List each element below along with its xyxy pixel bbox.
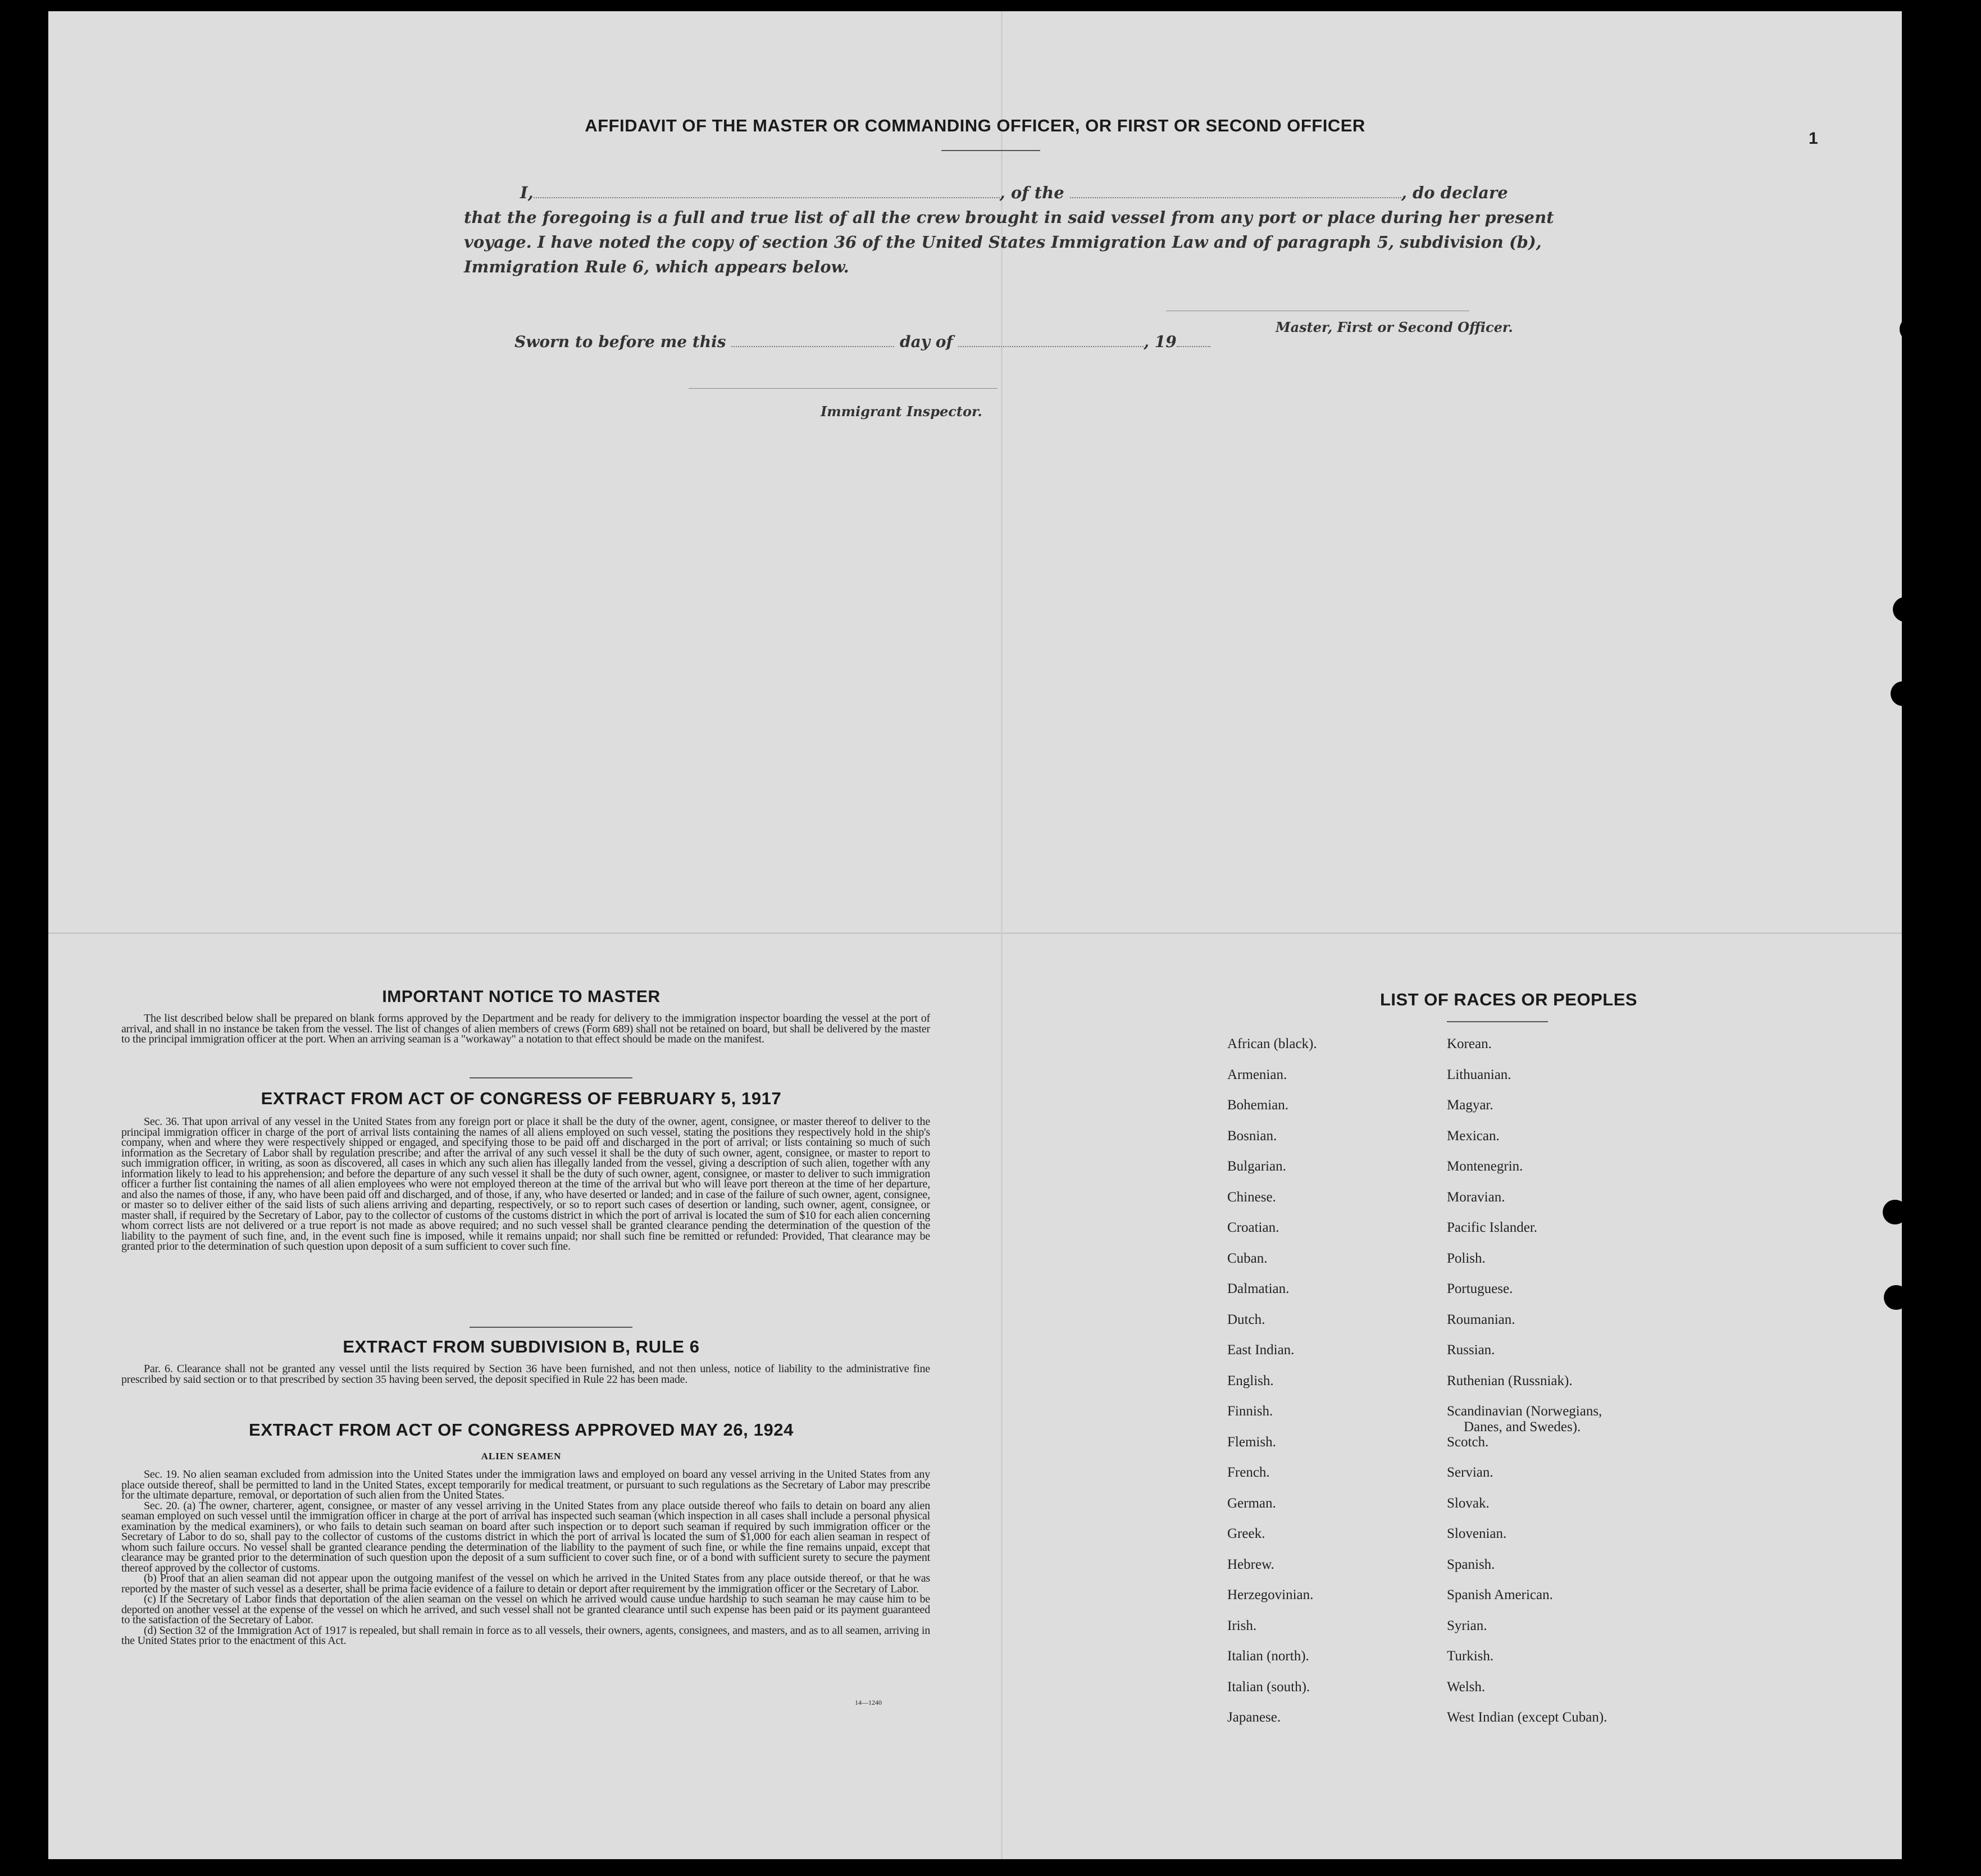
punch-hole [1884,1285,1909,1310]
par6-paragraph: Par. 6. Clearance shall not be granted any vessel until the lists required by Section 36 have been furnished, and not then unless, notice of liability to the administrative fine prescribed by said section or to that prescribed by section 35 having been served, the deposit specified in Rule 22 has been made. [121,1363,930,1386]
inspector-signature-line[interactable] [689,388,998,389]
punch-hole [1893,597,1918,622]
race-item: African (black). [1227,1036,1317,1051]
affidavit-line-2: that the foregoing is a full and true list of all the crew brought in said vessel from any port or place during her present [464,208,1554,227]
declare-label: , do declare [1401,183,1508,202]
race-item: Chinese. [1227,1189,1276,1205]
page-number: 1 [1809,129,1818,148]
race-item: Croatian. [1227,1220,1279,1235]
race-item: Korean. [1447,1036,1492,1051]
punch-hole [1953,1649,1978,1674]
extract-1924-text [121,1469,930,1646]
race-item: Dutch. [1227,1312,1265,1327]
race-item: Armenian. [1227,1067,1287,1082]
divider [470,1077,632,1078]
of-the-label: , of the [999,183,1064,202]
race-item: Ruthenian (Russniak). [1447,1373,1573,1388]
sec20c-paragraph: (c) If the Secretary of Labor finds that deportation of the alien seaman on the vessel on which he arrived would cause undue hardship to such seaman he may cause him to be deported on another vessel at the expense of the vessel on which he arrived, and such vessel shall not be granted clearance until such expense has been paid or its payment guaranteed to the satisfaction of the Secretary of Labor. [121,1593,930,1626]
sec19-paragraph: Sec. 19. No alien seaman excluded from admission into the United States under the immigration laws and employed on board any vessel arriving in the United States from any place outside thereof, shall be permitted to land in the United States, except temporarily for medical treatment, or pursuant to such regulations as the Secretary of Labor may prescribe for the ultimate departure, removal, or deportation of such alien from the United States. [121,1468,930,1501]
race-item: Irish. [1227,1618,1257,1633]
affidavit-line-1 [520,183,1508,202]
race-item: French. [1227,1465,1270,1480]
race-item: Scotch. [1447,1434,1489,1450]
races-underline [1447,1021,1548,1022]
race-item: Greek. [1227,1526,1265,1541]
divider [470,1327,632,1328]
punch-hole [1883,1200,1907,1224]
race-item: Magyar. [1447,1098,1493,1113]
race-item: Bohemian. [1227,1098,1289,1113]
vessel-field[interactable] [1070,185,1401,198]
race-item: Hebrew. [1227,1556,1274,1572]
affidavit-line-4: Immigration Rule 6, which appears below. [464,257,849,276]
notice-title: IMPORTANT NOTICE TO MASTER [382,987,661,1006]
race-item: Spanish American. [1447,1587,1553,1602]
day-of-label: day of [900,333,953,351]
form-number: 14—1240 [855,1699,882,1706]
affidavit-i-label: I, [520,183,534,202]
rule6-title: EXTRACT FROM SUBDIVISION B, RULE 6 [343,1337,700,1356]
inspector-caption: Immigrant Inspector. [821,403,982,420]
affidavit-title: AFFIDAVIT OF THE MASTER OR COMMANDING OFFICER, OR FIRST OR SECOND OFFICER [585,116,1365,135]
punch-hole [1900,317,1924,341]
punch-hole [1891,681,1915,706]
punch-hole [1956,1564,1980,1588]
race-item: Japanese. [1227,1710,1281,1725]
race-item: Bulgarian. [1227,1159,1286,1174]
race-item: Flemish. [1227,1434,1276,1450]
race-item: East Indian. [1227,1342,1295,1358]
race-item: Pacific Islander. [1447,1220,1538,1235]
rule6-text [121,1364,930,1385]
sworn-month-field[interactable] [958,334,1144,347]
sec36-paragraph: Sec. 36. That upon arrival of any vessel in the United States from any foreign port or place it shall be the duty of the owner, agent, consignee, or master thereof to deliver to the principal immigration officer in charge of the port of arrival lists containing the names of all aliens employed on such vessel, stating the positions they respectively hold in the ship's company, when and where they were respectively shipped or engaged, and specifying those to be paid off and discharged in the port of arrival; or lists containing so much of such information as the Secretary of Labor shall by regulation prescribe; and after the arrival of any such vessel it shall be the duty of such owner, agent, consignee, or master to report to such immigration officer, in writing, as soon as discovered, all cases in which any such alien has illegally landed from the vessel, giving a description of such alien, together with any information likely to lead to his apprehension; and before the departure of any such vessel it shall be the duty of such owner, agent, consignee, or master to deliver to such immigration officer a further list containing the names of all alien employees who were not employed thereon at the time of the arrival but who will leave port thereon at the time of her departure, and also the names of those, if any, who have been paid off and discharged, and of those, if any, who have deserted or landed; and in case of the failure of such owner, agent, consignee, or master so to deliver either of the said lists of such aliens arriving and departing, respectively, or so to report such cases of desertion or landing, such owner, agent, consignee, or master shall, if required by the Secretary of Labor, pay to the collector of customs of the customs district in which the port of arrival is located the sum of $10 for each alien concerning whom correct lists are not delivered or a true report is not made as above required; and no such vessel shall be granted clearance pending the determination of the question of the liability to the payment of such fine, and, in the event such fine is imposed, while it remains unpaid; nor shall such fine be remitted or refunded: Provided, That clearance may be granted prior to the determination of such question upon deposit of a sum sufficient to cover such fine. [121,1115,930,1253]
name-field[interactable] [534,185,1000,198]
sec20b-paragraph: (b) Proof that an alien seaman did not appear upon the outgoing manifest of the vessel on which he arrived in the United States from any place outside thereof, or that he was reported by the master of such vessel as a deserter, shall be prima facie evidence of a failure to detain or deport after requirement by the immigration officer or the Secretary of Labor. [121,1572,930,1595]
race-item: English. [1227,1373,1274,1388]
race-item: Cuban. [1227,1250,1268,1266]
race-item: Lithuanian. [1447,1067,1511,1082]
race-item: Scandinavian (Norwegians, [1447,1404,1602,1419]
race-item: Italian (south). [1227,1679,1310,1695]
race-item: Herzegovinian. [1227,1587,1314,1602]
race-item: Bosnian. [1227,1128,1277,1144]
races-title: LIST OF RACES OR PEOPLES [1379,990,1638,1009]
race-item: Italian (north). [1227,1649,1309,1664]
race-item: Montenegrin. [1447,1159,1523,1174]
race-item: Syrian. [1447,1618,1487,1633]
document-page [48,11,1902,1859]
punch-hole [1902,231,1927,256]
sec20a-paragraph: Sec. 20. (a) The owner, charterer, agent, consignee, or master of any vessel arriving in the United States from any place outside thereof who fails to detain on board any alien seaman employed on such vessel until the immigration officer in charge at the port of arrival has inspected such seaman (which inspection in all cases shall include a personal physical examination by the medical examiners), or who fails to detain such seaman on board after such inspection or to deport such seaman if required by such immigration officer or the Secretary of Labor to do so, shall pay to the collector of customs of the customs district in which the port of arrival is located the sum of $1,000 for each alien seaman in respect of whom such failure occurs. No vessel shall be granted clearance pending the determination of the liability to the payment of such fine, or while the fine remains unpaid, except that clearance may be granted prior to the determination of such question upon the deposit of a sum sufficient to cover such fine, or of a bond with sufficient surety to secure the payment thereof approved by the collector of customs. [121,1499,930,1574]
race-item: Slovenian. [1447,1526,1507,1541]
race-item: Turkish. [1447,1649,1494,1664]
affidavit-line-3: voyage. I have noted the copy of section 36 of the United States Immigration Law and of paragraph 5, subdivision (b), [464,233,1542,252]
race-item: Moravian. [1447,1189,1505,1205]
paper-fold-vertical [1001,11,1003,1859]
race-item: Roumanian. [1447,1312,1515,1327]
race-item: Portuguese. [1447,1281,1513,1296]
sec20d-paragraph: (d) Section 32 of the Immigration Act of 1917 is repealed, but shall remain in force as to all vessels, their owners, agents, consignees, and masters, and as to all seamen, arriving in the United States prior to the enactment of this Act. [121,1624,930,1647]
title-underline [941,150,1040,151]
race-item: German. [1227,1495,1276,1511]
race-item: Polish. [1447,1250,1486,1266]
race-item: West Indian (except Cuban). [1447,1710,1607,1725]
sworn-day-field[interactable] [731,334,894,347]
race-item: Welsh. [1447,1679,1486,1695]
paper-fold-horizontal [48,932,1902,934]
extract-1917-title: EXTRACT FROM ACT OF CONGRESS OF FEBRUARY 5, 1917 [261,1089,782,1108]
race-item: Spanish. [1447,1556,1495,1572]
notice-paragraph: The list described below shall be prepared on blank forms approved by the Department and be ready for delivery to the immigration inspector boarding the vessel at the port of arrival, and shall in no instance be taken from the vessel. The list of changes of alien members of crews (Form 689) shall not be retained on board, but shall be delivered by the master to the principal immigration officer at the port. When an arriving seaman is a "workaway" a notation to that effect should be made on the manifest. [121,1012,930,1045]
notice-text [121,1013,930,1045]
race-item: Mexican. [1447,1128,1500,1144]
race-item: Dalmatian. [1227,1281,1290,1296]
year-field[interactable] [1177,334,1210,347]
extract-1924-title: EXTRACT FROM ACT OF CONGRESS APPROVED MAY 26, 1924 [249,1420,794,1440]
race-item: Russian. [1447,1342,1495,1358]
alien-seamen-subtitle: ALIEN SEAMEN [481,1451,562,1461]
extract-1917-text [121,1117,930,1252]
year-label: , 19 [1144,333,1177,351]
sworn-label: Sworn to before me this [514,333,726,351]
race-item: Servian. [1447,1465,1493,1480]
sworn-line [514,333,1210,351]
race-item: Slovak. [1447,1495,1490,1511]
race-item: Danes, and Swedes). [1464,1419,1581,1435]
master-signature-caption: Master, First or Second Officer. [1276,319,1513,335]
race-item: Finnish. [1227,1404,1273,1419]
